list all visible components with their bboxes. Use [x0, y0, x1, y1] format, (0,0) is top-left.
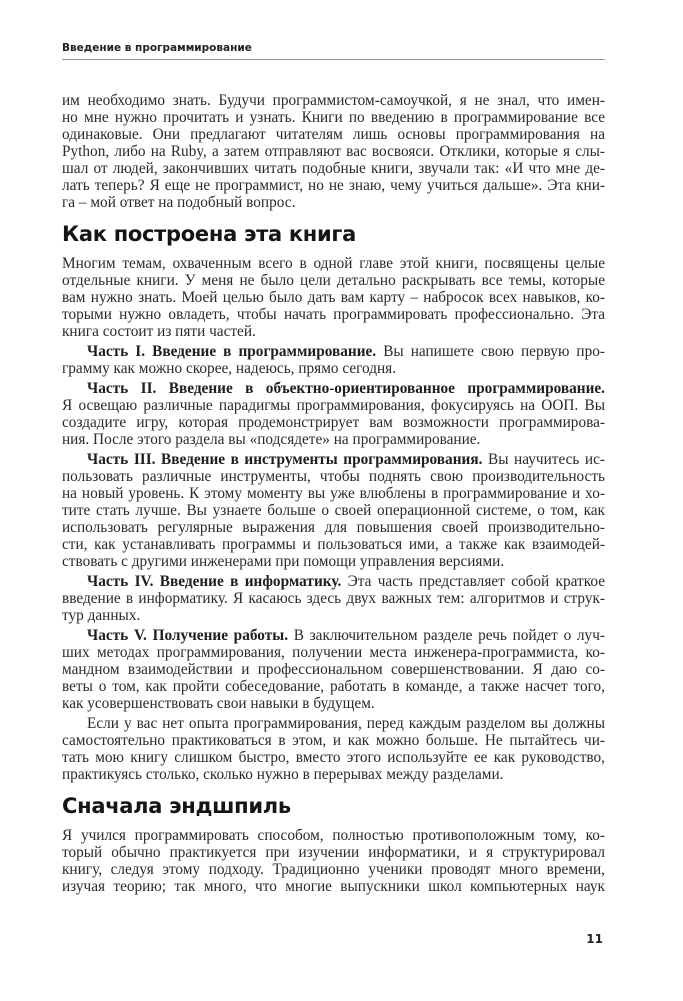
text-line: книгу, следуя этому подходу. Традиционно ученики проводят много времени, — [62, 861, 605, 878]
text-line: но мне нужно прочитать и узнать. Книги по введению в программирование все — [62, 109, 605, 126]
part-4-paragraph — [62, 573, 605, 624]
part-title: Часть IV. Введение в информатику. — [87, 573, 342, 590]
text-line: мандном взаимодействии и профессиональном совершенствовании. Я даю со- — [62, 661, 605, 678]
text-line: им необходимо знать. Будучи программистом-самоучкой, я не знал, что имен- — [62, 92, 605, 109]
text-line: Если у вас нет опыта программирования, перед каждым разделом вы должны — [87, 715, 605, 732]
closing-paragraph — [62, 715, 605, 783]
part-text: Эта часть представляет собой краткое — [347, 573, 605, 590]
text-line: Я учился программировать способом, полностью противоположным тому, ко- — [62, 827, 605, 844]
text-line: практикуясь столько, сколько нужно в перерывах между разделами. — [62, 766, 504, 783]
text-line: тур данных. — [62, 607, 141, 624]
text-line: отдельные книги. У меня не было цели детально раскрывать все темы, которые — [62, 272, 605, 289]
text-line: вам нужно знать. Моей целью было дать вам карту – набросок всех навыков, ко- — [62, 289, 605, 306]
text-line: использовать регулярные выражения для повышения своей производительно- — [62, 519, 605, 536]
part-title: Часть III. Введение в инструменты программирования. — [87, 451, 483, 468]
part-2-paragraph — [62, 380, 605, 448]
text-line: га – мой ответ на подобный вопрос. — [62, 194, 296, 211]
running-head: Введение в программирование — [62, 42, 252, 54]
text-line — [62, 451, 605, 468]
text-line: лать теперь? Я еще не программист, но не знаю, чему учиться дальше». Эта кни- — [62, 177, 605, 194]
section1-paragraph — [62, 255, 605, 340]
text-line: книга состоит из пяти частей. — [62, 323, 256, 340]
text-line: ших методах программирования, получении места инженера-программиста, ко- — [62, 644, 605, 661]
text-line — [62, 627, 605, 644]
text-line: пользовать различные инструменты, чтобы поднять свою производительность — [62, 468, 605, 485]
section-heading-structure: Как построена эта книга — [62, 222, 356, 246]
text-line: сти, как устанавливать программы и пользоваться ими, а также как взаимодей- — [62, 536, 605, 553]
part-title: Часть II. Введение в объектно-ориентированное программирование. — [87, 380, 605, 397]
part-text: В заключительном разделе речь пойдет о луч- — [293, 627, 605, 644]
text-line: ния. После этого раздела вы «подсядете» на программирование. — [62, 431, 481, 448]
section2-paragraph — [62, 827, 605, 895]
text-line: Python, либо на Ruby, а затем отправляют вас восвояси. Отклики, которые я слы- — [62, 143, 605, 160]
intro-paragraph — [62, 92, 605, 211]
text-line: одинаковые. Они предлагают читателям лишь основы программирования на — [62, 126, 605, 143]
text-line: веты о том, как пройти собеседование, работать в команде, а также насчет того, — [62, 678, 605, 695]
part-text: Вы напишете свою первую про- — [383, 343, 605, 360]
text-line: изучая теорию; так много, что многие выпускники школ компьютерных наук — [62, 878, 605, 895]
part-3-paragraph — [62, 451, 605, 570]
text-line — [62, 380, 605, 397]
text-line: самостоятельно практиковаться в этом, и как можно больше. Не пытайтесь чи- — [62, 732, 605, 749]
text-line: Я освещаю различные парадигмы программирования, фокусируясь на ООП. Вы — [62, 397, 605, 414]
page-body — [62, 92, 605, 895]
part-title: Часть V. Получение работы. — [87, 627, 289, 644]
header-rule — [62, 59, 605, 60]
text-line: торыми нужно овладеть, чтобы начать программировать профессионально. Эта — [62, 306, 605, 323]
text-line — [62, 573, 605, 590]
part-5-paragraph — [62, 627, 605, 712]
text-line: ствовать с другими инженерами при помощи управления версиями. — [62, 553, 505, 570]
text-line: создадите игру, которая продемонстрирует вам возможности программирова- — [62, 414, 605, 431]
text-line: торый обычно практикуется при изучении информатики, и я структурировал — [62, 844, 605, 861]
text-line: шал от людей, закончивших читать подобные книги, звучали так: «И что мне де- — [62, 160, 605, 177]
page-number: 11 — [586, 932, 603, 946]
text-line: Многим темам, охваченным всего в одной главе этой книги, посвящены целые — [62, 255, 605, 272]
text-line: тите стать лучше. Вы узнаете больше о своей операционной системе, о том, как — [62, 502, 605, 519]
part-1-paragraph — [62, 343, 605, 377]
text-line: как усовершенствовать свои навыки в будущем. — [62, 695, 375, 712]
text-line — [62, 343, 605, 360]
part-text: Вы научитесь ис- — [488, 451, 605, 468]
text-line: введение в информатику. Я касаюсь здесь двух важных тем: алгоритмов и струк- — [62, 590, 605, 607]
part-title: Часть I. Введение в программирование. — [87, 343, 377, 360]
text-line: на новый уровень. К этому моменту вы уже влюблены в программирование и хо- — [62, 485, 605, 502]
section-heading-endgame: Сначала эндшпиль — [62, 794, 291, 818]
text-line: грамму как можно скорее, надеюсь, прямо сегодня. — [62, 360, 397, 377]
text-line: тать мою книгу слишком быстро, вместо этого используйте ее как руководство, — [62, 749, 605, 766]
